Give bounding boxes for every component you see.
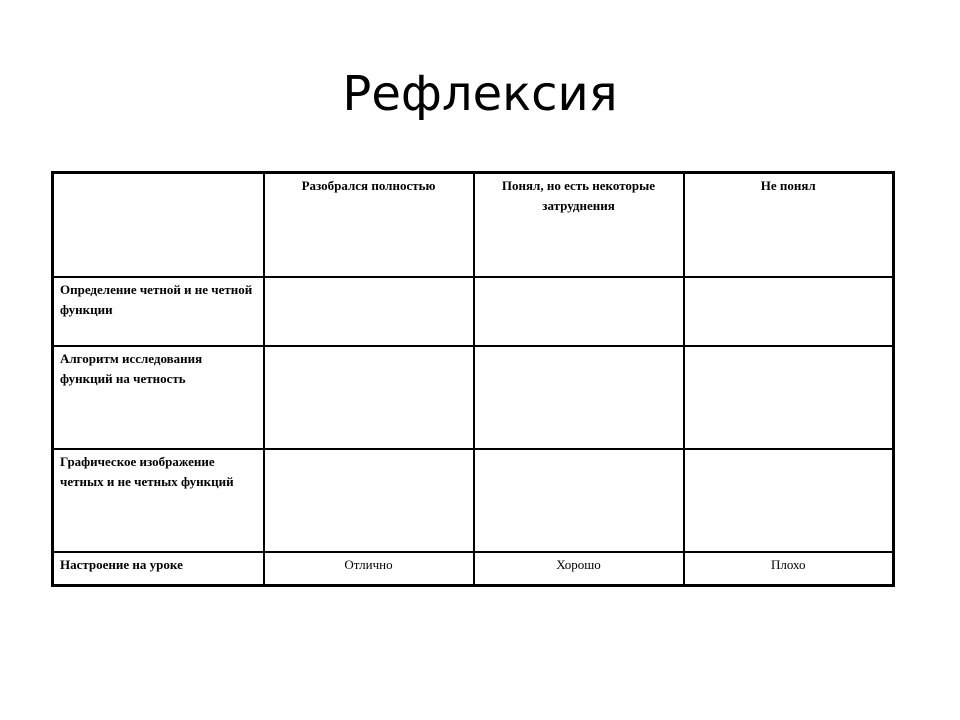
table-cell: [264, 346, 474, 449]
table-row: [53, 277, 894, 346]
table-cell: [264, 277, 474, 346]
table-cell: [474, 449, 684, 552]
slide-title: Рефлексия: [342, 66, 618, 122]
row-label: Алгоритм исследования функций на четность: [53, 346, 264, 449]
header-cell-understood-with-difficulties: Понял, но есть некоторые затруднения: [474, 173, 684, 277]
table-row: [53, 346, 894, 449]
table-cell: [684, 346, 894, 449]
mood-good: Хорошо: [474, 552, 684, 586]
mood-bad: Плохо: [684, 552, 894, 586]
mood-excellent: Отлично: [264, 552, 474, 586]
reflection-table: [51, 171, 895, 587]
table-row: [53, 449, 894, 552]
row-label: Настроение на уроке: [53, 552, 264, 586]
row-label: Графическое изображение четных и не четных функций: [53, 449, 264, 552]
header-cell-not-understood: Не понял: [684, 173, 894, 277]
row-label: Определение четной и не четной функции: [53, 277, 264, 346]
table-cell: [474, 277, 684, 346]
table-cell: [264, 449, 474, 552]
table-cell: [684, 449, 894, 552]
table-header-row: [53, 173, 894, 277]
header-cell-fully-understood: Разобрался полностью: [264, 173, 474, 277]
header-cell-empty: [53, 173, 264, 277]
table-cell: [474, 346, 684, 449]
table-row-mood: [53, 552, 894, 586]
table-cell: [684, 277, 894, 346]
